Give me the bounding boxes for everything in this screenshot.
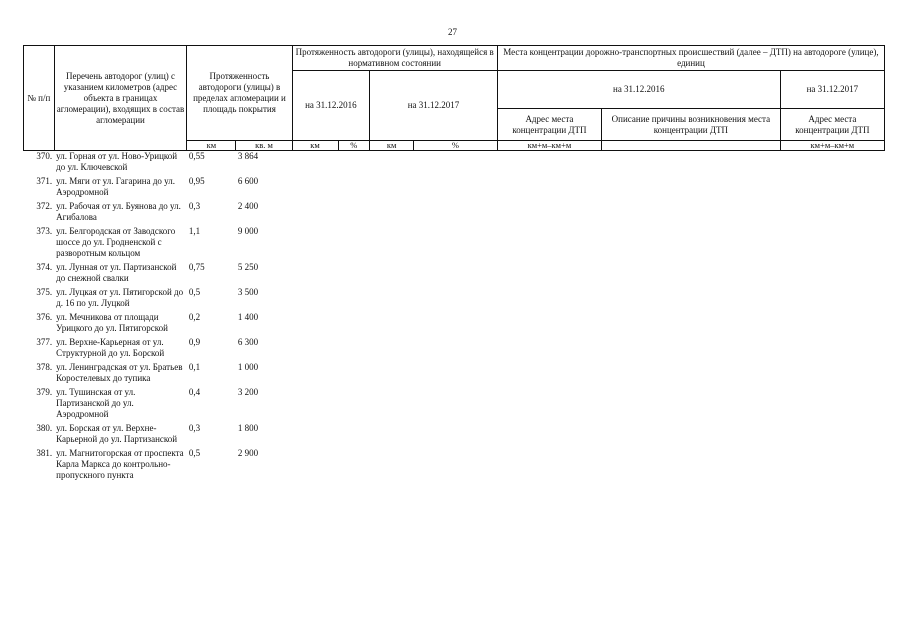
header-dtp-2017: на 31.12.2017: [780, 71, 884, 109]
road-name: ул. Рабочая от ул. Буянова до ул. Агибалова: [56, 201, 181, 222]
table-row: [24, 362, 885, 387]
table-row: [24, 337, 885, 362]
road-name: ул. Мяги от ул. Гагарина до ул. Аэродромной: [56, 176, 175, 197]
row-number: 376.: [36, 312, 53, 322]
table-row: [24, 201, 885, 226]
row-number: 378.: [36, 362, 53, 372]
header-normative-2017: на 31.12.2017: [370, 71, 498, 141]
unit-kmm-2017: км+м–км+м: [780, 141, 884, 151]
road-name: ул. Ленинградская от ул. Братьев Коростелевых до тупика: [56, 362, 183, 383]
unit-km-2017: км: [370, 141, 414, 151]
header-length: Протяженность автодороги (улицы) в пределах агломерации и площадь покрытия: [187, 46, 292, 141]
road-name: ул. Луцкая от ул. Пятигорской до д. 16 по ул. Луцкой: [56, 287, 184, 308]
row-number: 377.: [36, 337, 53, 347]
road-length-km: 0,9: [188, 337, 201, 347]
page-number: 27: [448, 27, 457, 37]
road-area-sq-m: 1 000: [237, 362, 259, 372]
table-row: [24, 312, 885, 337]
road-name: ул. Тушинская от ул. Партизанской до ул. Аэродромной: [56, 387, 136, 419]
table-row: [24, 151, 885, 177]
row-number: 379.: [36, 387, 53, 397]
header-normative: Протяженность автодороги (улицы), находящейся в нормативном состоянии: [292, 46, 497, 71]
header-normative-2016: на 31.12.2016: [292, 71, 370, 141]
road-name: ул. Белгородская от Заводского шоссе до ул. Гродненской с разворотным кольцом: [56, 226, 176, 258]
road-area-sq-m: 2 400: [237, 201, 259, 211]
road-name: ул. Борская от ул. Верхне-Карьерной до ул. Партизанской: [56, 423, 178, 444]
roads-table: [23, 45, 885, 484]
unit-km: км: [187, 141, 236, 151]
table-row: [24, 448, 885, 484]
road-area-sq-m: 3 200: [237, 387, 259, 397]
road-length-km: 0,2: [188, 312, 201, 322]
road-length-km: 0,5: [188, 287, 201, 297]
unit-sq-m: кв. м: [236, 141, 292, 151]
row-number: 375.: [36, 287, 53, 297]
row-number: 371.: [36, 176, 53, 186]
table-row: [24, 387, 885, 423]
road-length-km: 0,4: [188, 387, 201, 397]
table-row: [24, 423, 885, 448]
header-dtp-address-2017: Адрес места концентрации ДТП: [780, 109, 884, 141]
road-area-sq-m: 9 000: [237, 226, 259, 236]
row-number: 370.: [36, 151, 53, 161]
unit-pct-2016: %: [338, 141, 370, 151]
header-dtp: Места концентрации дорожно-транспортных происшествий (далее – ДТП) на автодороге (улице), единиц: [497, 46, 884, 71]
road-name: ул. Верхне-Карьерная от ул. Структурной до ул. Борской: [56, 337, 165, 358]
road-length-km: 1,1: [188, 226, 201, 236]
road-length-km: 0,95: [188, 176, 205, 186]
table-row: [24, 226, 885, 262]
road-name: ул. Магнитогорская от проспекта Карла Маркса до контрольно-пропускного пункта: [56, 448, 184, 480]
unit-kmm-2016: км+м–км+м: [497, 141, 601, 151]
road-area-sq-m: 6 300: [237, 337, 259, 347]
row-number: 374.: [36, 262, 53, 272]
table-row: [24, 287, 885, 312]
road-name: ул. Горная от ул. Ново-Урицкой до ул. Ключевской: [56, 151, 178, 172]
road-area-sq-m: 2 900: [237, 448, 259, 458]
road-length-km: 0,5: [188, 448, 201, 458]
road-area-sq-m: 5 250: [237, 262, 259, 272]
header-dtp-reason: Описание причины возникновения места концентрации ДТП: [602, 109, 781, 141]
road-length-km: 0,75: [188, 262, 205, 272]
road-name: ул. Мечникова от площади Урицкого до ул. Пятигорской: [56, 312, 168, 333]
road-area-sq-m: 1 800: [237, 423, 259, 433]
road-area-sq-m: 1 400: [237, 312, 259, 322]
road-area-sq-m: 6 600: [237, 176, 259, 186]
row-number: 381.: [36, 448, 53, 458]
road-area-sq-m: 3 864: [237, 151, 259, 161]
unit-km-2016: км: [292, 141, 338, 151]
road-length-km: 0,1: [188, 362, 201, 372]
table-row: [24, 262, 885, 287]
road-length-km: 0,3: [188, 423, 201, 433]
table-row: [24, 176, 885, 201]
row-number: 380.: [36, 423, 53, 433]
unit-pct-2017: %: [414, 141, 498, 151]
road-area-sq-m: 3 500: [237, 287, 259, 297]
header-num: № п/п: [24, 46, 55, 151]
header-dtp-2016: на 31.12.2016: [497, 71, 780, 109]
road-length-km: 0,3: [188, 201, 201, 211]
road-length-km: 0,55: [188, 151, 205, 161]
road-name: ул. Лунная от ул. Партизанской до снежной свалки: [56, 262, 177, 283]
header-dtp-address: Адрес места концентрации ДТП: [497, 109, 601, 141]
row-number: 373.: [36, 226, 53, 236]
header-road-list: Перечень автодорог (улиц) с указанием километров (адрес объекта в границах агломерации), входящих в состав агломерации: [54, 46, 187, 151]
row-number: 372.: [36, 201, 53, 211]
